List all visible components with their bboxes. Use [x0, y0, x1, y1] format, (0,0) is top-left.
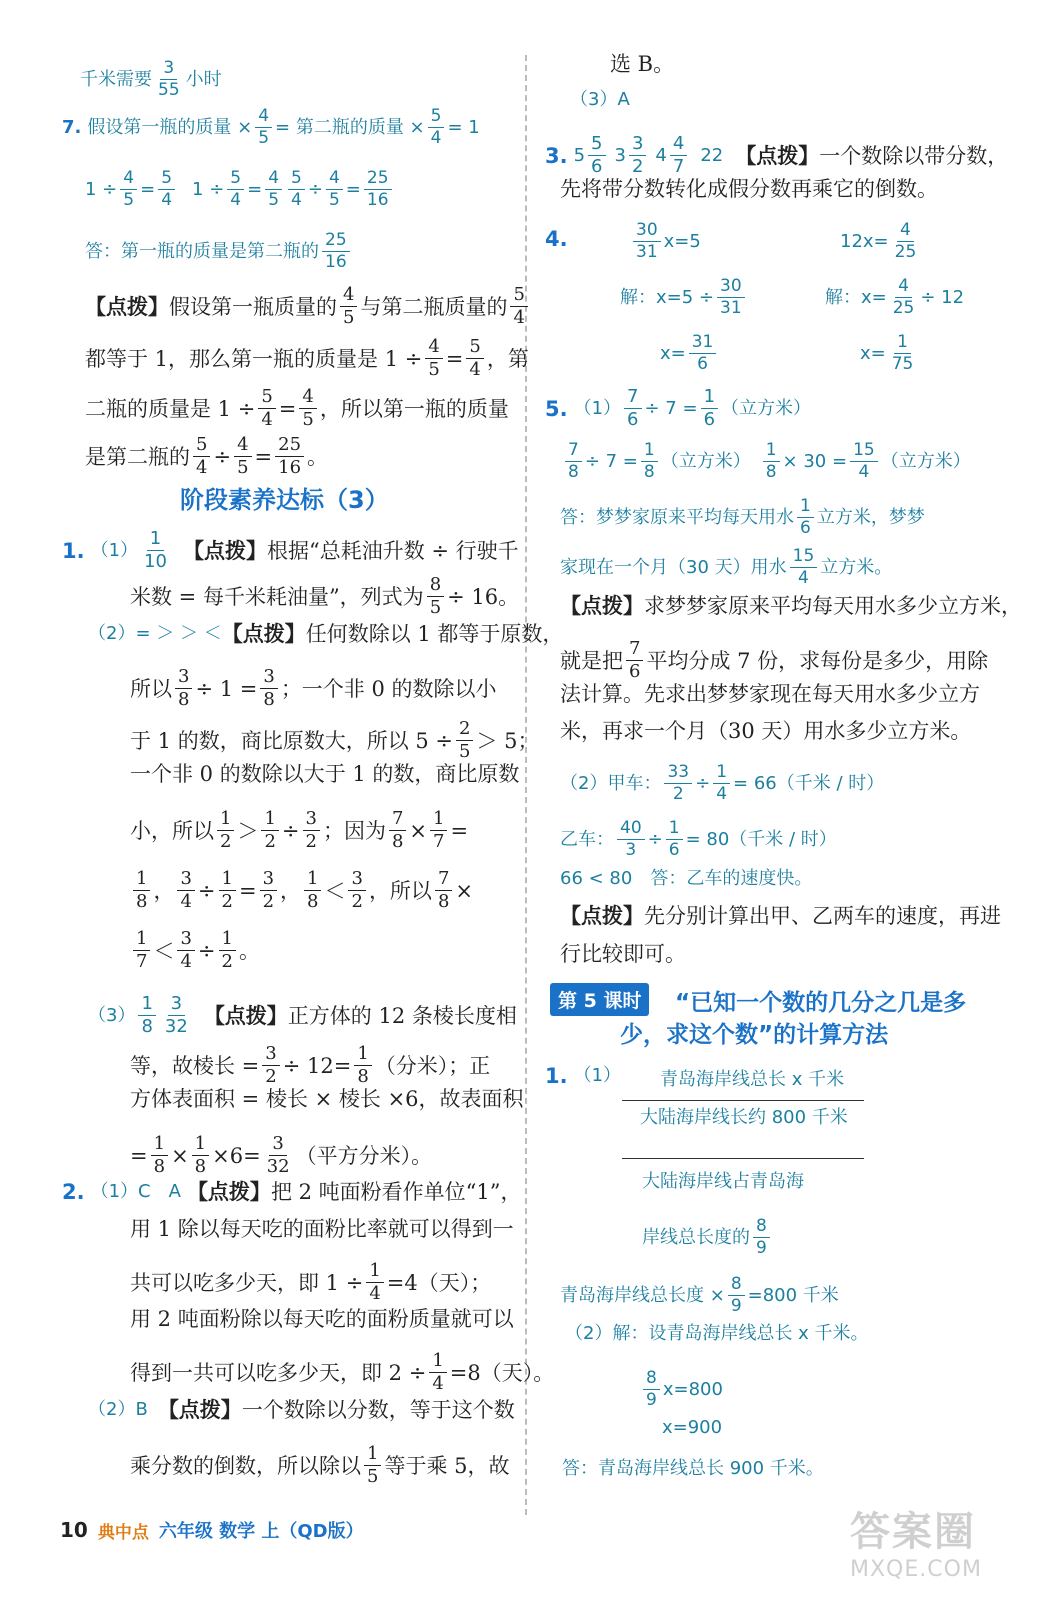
text: ， [280, 878, 302, 903]
text: = [254, 444, 273, 469]
text: 4 [655, 144, 667, 166]
fraction: $\frac{4}{5}$ [340, 286, 357, 327]
s1-line2 [130, 576, 519, 617]
fraction: $\frac{15}{4}$ [790, 548, 818, 587]
text: 任何数除以 1 都等于原数， [305, 622, 564, 646]
text: ÷ 7 = [584, 450, 638, 472]
tip-line4 [85, 436, 328, 477]
text: ÷ 12 [920, 286, 965, 308]
text: （1） [573, 1065, 622, 1086]
r-line0: 选 B。 [610, 52, 675, 76]
fraction: $\frac{5}{4}$ [227, 170, 244, 209]
q4-res1 [660, 334, 719, 373]
text: 先分别计算出甲、乙两车的速度，再进 [644, 904, 1001, 928]
fraction: $\frac{1}{4}$ [713, 764, 730, 803]
q5-answer2 [560, 548, 892, 587]
text: 小时 [185, 68, 222, 90]
text: ＜ [324, 878, 346, 903]
text: ÷ 1 = [195, 676, 258, 701]
lesson-title-line2: 少，求这个数”的计算方法 [620, 1022, 889, 1048]
s2-line4: 一个非 0 的数除以大于 1 的数，商比原数 [130, 762, 520, 786]
line-time [80, 60, 222, 99]
s2-line1 [88, 620, 563, 648]
text: ÷ [197, 878, 216, 903]
fraction: $\frac{40}{3}$ [617, 820, 645, 859]
text: × [409, 818, 428, 843]
page-number: 10 [60, 1518, 88, 1542]
text: x=800 [662, 1378, 723, 1400]
text: ×6= [212, 1143, 261, 1168]
q5-line1 [545, 388, 811, 429]
tip-line1 [85, 286, 531, 327]
q4-eq1 [630, 222, 701, 261]
fraction: $\frac{1}{2}$ [261, 810, 278, 851]
question-number: 3. [545, 143, 568, 168]
watermark-url: MXQE.COM [850, 1557, 982, 1582]
fraction: $\frac{1}{7}$ [133, 930, 150, 971]
fraction: $\frac{4}{25}$ [894, 220, 917, 262]
s1-line1 [62, 530, 519, 571]
fraction: $\frac{3}{8}$ [260, 668, 277, 709]
s3-line3: 方体表面积 = 棱长 × 棱长 ×6，故表面积 [130, 1087, 524, 1111]
fraction: $\frac{33}{2}$ [664, 764, 692, 803]
fraction: $\frac{1}{8}$ [641, 442, 658, 481]
text: 乘分数的倒数，所以除以 [130, 1453, 361, 1478]
s2-line2 [130, 668, 497, 709]
text: ＜ [153, 938, 175, 963]
text: 得到一共可以吃多少天，即 2 ÷ [130, 1360, 427, 1385]
text: ；因为 [322, 818, 386, 843]
q5-tip4: 米，再求一个月（30 天）用水多少立方米。 [560, 719, 972, 743]
text: ÷ [281, 818, 300, 843]
text: 是第二瓶的 [85, 444, 190, 469]
fraction: $\frac{1}{2}$ [219, 870, 236, 911]
diagram-label-part2 [642, 1218, 773, 1257]
fraction: $\frac{5}{4}$ [193, 436, 210, 477]
text: 1 ÷ [85, 178, 118, 200]
fraction: $\frac{7}{6}$ [624, 388, 641, 429]
fraction: $\frac{4}{7}$ [670, 135, 687, 176]
s2-line3 [130, 720, 539, 761]
text: 米数 = 每千米耗油量”，列式为 [130, 584, 424, 609]
q2b-line1 [88, 1396, 515, 1424]
q4-label [545, 225, 574, 253]
fraction: $\frac{1}{8}$ [763, 442, 780, 481]
fraction: $\frac{1}{8}$ [151, 1135, 168, 1176]
fraction: $\frac{1}{4}$ [366, 1262, 383, 1303]
q5-tip3: 法计算。先求出梦梦家现在每天用水多少立方 [560, 682, 980, 706]
fraction: $\frac{1}{4}$ [429, 1352, 446, 1393]
text: （分米）；正 [374, 1053, 491, 1078]
q2-line1 [62, 1178, 521, 1206]
text: = [238, 878, 257, 903]
text: ＞ [237, 818, 259, 843]
fraction: $\frac{3}{4}$ [177, 870, 194, 911]
fraction: $\frac{3}{32}$ [164, 993, 188, 1037]
text: = [278, 396, 297, 421]
text: 等于乘 5，故 [384, 1453, 510, 1478]
text: 答：第一瓶的质量是第二瓶的 [85, 240, 319, 262]
text: （2）B [88, 1399, 148, 1420]
text: （立方米） [721, 397, 812, 419]
text: ， [153, 878, 175, 903]
text: 22 [700, 144, 724, 166]
text: 答：梦梦家原来平均每天用水 [560, 506, 794, 528]
diagram-label-mainland: 大陆海岸线长约 800 千米 [640, 1107, 848, 1128]
fraction: $\frac{1}{2}$ [217, 810, 234, 851]
s3-line1 [88, 995, 517, 1036]
fraction: $\frac{8}{9}$ [728, 1276, 745, 1315]
fraction: $\frac{5}{4}$ [510, 286, 527, 327]
fraction: $\frac{3}{2}$ [629, 135, 646, 176]
fraction: $\frac{8}{9}$ [753, 1218, 770, 1257]
text: = [247, 178, 263, 200]
question-number: 7. [62, 116, 82, 138]
fraction: $\frac{1}{7}$ [430, 810, 447, 851]
tip-label: 【点拨】 [221, 622, 306, 646]
q7-line2: 1 ÷ $\frac{4}{5}$ = $\frac{5}{4}$ 1 ÷ $\frac{5}{4}$ = $\frac{4}{5}$ $\frac{5}{4}$ ÷ $\frac{4}{5}$ = $\frac{25}{16}$ [85, 170, 395, 209]
lesson-q2: （2）解：设青岛海岸线总长 x 千米。 [565, 1323, 869, 1344]
watermark [850, 1500, 1020, 1590]
text: 家现在一个月（30 天）用水 [560, 556, 787, 578]
q5-tip1 [560, 592, 1022, 620]
tip-label: 【点拨】 [735, 143, 820, 168]
text: ÷ 7 = [644, 397, 698, 419]
fraction: $\frac{1}{8}$ [304, 870, 321, 911]
q4-eq2 [840, 222, 922, 261]
q5-line2 [562, 442, 971, 481]
q5-tip2 [560, 640, 988, 681]
text: （立方米） [660, 450, 751, 472]
q5b-line [560, 764, 884, 803]
text: ÷ [695, 772, 711, 794]
fraction: $\frac{15}{4}$ [850, 442, 878, 481]
fraction: $\frac{25}{16}$ [322, 232, 350, 271]
q5c-line [560, 820, 837, 859]
fraction: $\frac{5}{4}$ [466, 338, 483, 379]
q3-line2: 先将带分数转化成假分数再乘它的倒数。 [560, 177, 938, 201]
q7-line1 [62, 108, 480, 147]
diagram-line-1 [622, 1100, 864, 1101]
s2-line5 [130, 810, 468, 851]
text: 乙车： [560, 828, 614, 850]
lesson-badge: 第 5 课时 [550, 983, 649, 1016]
tip-line3 [85, 388, 509, 429]
text: 假设第一瓶的质量 × [87, 116, 253, 138]
fraction: $\frac{30}{31}$ [717, 278, 745, 317]
fraction: $\frac{4}{5}$ [255, 108, 272, 147]
text: 正方体的 12 条棱长度相 [287, 1003, 517, 1028]
fraction: $\frac{4}{5}$ [265, 170, 282, 209]
fraction: $\frac{5}{4}$ [258, 388, 275, 429]
question-number: 4. [545, 227, 568, 251]
q3-line1 [545, 135, 1008, 176]
fraction: $\frac{4}{5}$ [120, 170, 137, 209]
text: = 1 [447, 116, 480, 138]
q2b-line2 [130, 1445, 510, 1486]
text: 。 [238, 938, 260, 963]
text: 一个数除以带分数， [819, 143, 1009, 168]
fraction: $\frac{5}{4}$ [288, 170, 305, 209]
q4-res2 [860, 334, 919, 373]
fraction: $\frac{3}{4}$ [177, 930, 194, 971]
text: 。 [307, 444, 329, 469]
q5-tip6: 行比较即可。 [560, 942, 686, 966]
r-line1: （3）A [570, 89, 630, 110]
fraction: $\frac{1}{6}$ [666, 820, 683, 859]
fraction: $\frac{7}{8}$ [565, 442, 582, 481]
text: 等，故棱长 = [130, 1053, 260, 1078]
text: ÷ 12= [282, 1053, 352, 1078]
fraction: $\frac{1}{10}$ [144, 528, 167, 572]
question-number: 1. [545, 1064, 568, 1088]
text: ÷ [213, 444, 232, 469]
q4-sol1 [620, 278, 748, 317]
text: = [445, 346, 464, 371]
fraction: $\frac{3}{55}$ [158, 58, 180, 100]
text: （平方分米）。 [295, 1143, 433, 1168]
text: 假设第一瓶质量的 [169, 294, 337, 319]
tip-line2 [85, 338, 529, 379]
tip-label: 【点拨】 [560, 904, 644, 928]
s3-line2 [130, 1045, 490, 1086]
text: （2）甲车： [560, 772, 662, 794]
text: = [130, 1143, 148, 1168]
text: 都等于 1，那么第一瓶的质量是 1 ÷ [85, 346, 423, 371]
fraction: $\frac{3}{2}$ [348, 870, 365, 911]
fraction: $\frac{5}{6}$ [588, 135, 605, 176]
fraction: $\frac{4}{5}$ [326, 170, 343, 209]
book-title: 六年级 数学 上（QD版） [158, 1521, 364, 1542]
lesson-q1-label [545, 1062, 621, 1090]
text: 与第二瓶质量的 [360, 294, 508, 319]
lesson-answer: 答：青岛海岸线总长 900 千米。 [562, 1458, 824, 1479]
text: 根据“总耗油升数 ÷ 行驶千 [266, 538, 519, 563]
fraction: $\frac{4}{25}$ [892, 276, 915, 318]
text: 于 1 的数，商比原数大，所以 5 ÷ [130, 728, 454, 753]
fraction: $\frac{25}{16}$ [275, 436, 304, 477]
fraction: $\frac{3}{2}$ [260, 870, 277, 911]
text: 一个数除以分数，等于这个数 [241, 1398, 515, 1422]
q2-line2: 用 1 除以每天吃的面粉比率就可以得到一 [130, 1217, 514, 1241]
s2-line7 [130, 930, 260, 971]
fraction: $\frac{1}{6}$ [797, 498, 814, 537]
tip-label: 【点拨】 [85, 294, 169, 319]
text: ÷ [647, 828, 663, 850]
text: 立方米。 [820, 556, 893, 578]
fraction: $\frac{4}{5}$ [234, 436, 251, 477]
q5-answer1 [560, 498, 925, 537]
text: 所以 [130, 676, 172, 701]
text: 千米需要 [80, 68, 152, 90]
watermark-text: 答案圈 [850, 1509, 976, 1555]
text: （1） [90, 539, 139, 561]
text: =4（天）； [386, 1270, 492, 1295]
text: =8（天）。 [449, 1360, 555, 1385]
lesson-eq3: x=900 [662, 1417, 723, 1438]
fraction: $\frac{31}{6}$ [689, 334, 717, 373]
q4-sol2 [825, 278, 964, 317]
q2-line5 [130, 1352, 554, 1393]
logo: 典中点 [97, 1522, 149, 1543]
page-footer [60, 1517, 364, 1543]
fraction: $\frac{8}{5}$ [427, 576, 444, 617]
text: × [455, 878, 473, 903]
tip-label: 【点拨】 [203, 1003, 288, 1028]
s2-line6 [130, 870, 473, 911]
text: 解：x=5 ÷ [620, 286, 714, 308]
text: （3） [88, 1004, 136, 1026]
fraction: $\frac{1}{5}$ [364, 1445, 381, 1486]
q5-tip5 [560, 902, 1001, 930]
fraction: $\frac{3}{2}$ [303, 810, 320, 851]
text: 解：x= [825, 286, 887, 308]
column-divider [525, 55, 527, 1515]
fraction: $\frac{1}{2}$ [219, 930, 236, 971]
text: = 66（千米 / 时） [733, 772, 885, 794]
fraction: $\frac{3}{2}$ [262, 1045, 279, 1086]
text: 立方米，梦梦 [816, 506, 925, 528]
diagram-line-2 [622, 1158, 864, 1159]
text: ＞ 5； [476, 728, 539, 753]
text: ；一个非 0 的数除以小 [280, 676, 497, 701]
text: 平均分成 7 份，求每份是多少，用除 [646, 648, 989, 673]
fraction: $\frac{5}{4}$ [158, 170, 175, 209]
fraction: $\frac{4}{5}$ [299, 388, 316, 429]
diagram-label-part1: 大陆海岸线占青岛海 [642, 1171, 804, 1192]
text: 岸线总长度的 [642, 1226, 750, 1248]
text: ，所以 [368, 878, 432, 903]
text: 12x= [840, 230, 889, 252]
text: = 80（千米 / 时） [685, 828, 837, 850]
text: （立方米） [880, 450, 971, 472]
q2-line4: 用 2 吨面粉除以每天吃的面粉质量就可以 [130, 1307, 514, 1331]
lesson-eq [560, 1276, 839, 1315]
text: 就是把 [560, 648, 623, 673]
fraction: $\frac{3}{8}$ [175, 668, 192, 709]
text: × [171, 1143, 189, 1168]
fraction: $\frac{8}{9}$ [643, 1370, 660, 1409]
fraction: $\frac{7}{8}$ [389, 810, 406, 851]
s3-line4 [130, 1135, 432, 1176]
text: （1） [573, 397, 622, 419]
text: = [450, 818, 469, 843]
text: =800 千米 [747, 1284, 839, 1306]
text: ÷ 16。 [447, 584, 520, 609]
fraction: $\frac{5}{4}$ [428, 108, 445, 147]
q7-answer [85, 232, 353, 271]
text: 二瓶的质量是 1 ÷ [85, 396, 256, 421]
tip-label: 【点拨】 [560, 594, 644, 618]
text: = 第二瓶的质量 × [275, 116, 425, 138]
text: 把 2 吨面粉看作单位“1”， [270, 1180, 522, 1204]
question-number: 5. [545, 396, 568, 421]
text: 共可以吃多少天，即 1 ÷ [130, 1270, 364, 1295]
fraction: $\frac{3}{32}$ [266, 1133, 290, 1177]
text: x= [660, 342, 686, 364]
lesson-title-line1: “已知一个数的几分之几是多 [675, 990, 967, 1016]
fraction: $\frac{30}{31}$ [633, 222, 661, 261]
fraction: $\frac{1}{75}$ [891, 332, 914, 374]
fraction: $\frac{1}{8}$ [354, 1045, 371, 1086]
text: 求梦梦家原来平均每天用水多少立方米， [644, 594, 1022, 618]
text: = [140, 178, 156, 200]
tip-label: 【点拨】 [186, 1180, 271, 1204]
text: ，第 [486, 346, 529, 371]
question-number: 1. [62, 538, 85, 563]
text: 1 ÷ [192, 178, 225, 200]
text: 3 [614, 144, 626, 166]
text: x= [860, 342, 886, 364]
fraction: $\frac{25}{16}$ [364, 170, 392, 209]
text: （2）= ＞ ＞ ＜ [88, 623, 222, 644]
fraction: $\frac{2}{5}$ [456, 720, 473, 761]
lesson-eq2 [640, 1370, 723, 1409]
fraction: $\frac{7}{6}$ [626, 640, 643, 681]
question-number: 2. [62, 1180, 85, 1204]
q2-line3 [130, 1262, 491, 1303]
text: 青岛海岸线总长度 × [560, 1284, 725, 1306]
fraction: $\frac{1}{8}$ [138, 995, 155, 1036]
fraction: $\frac{1}{8}$ [133, 870, 150, 911]
fraction: $\frac{4}{5}$ [425, 338, 442, 379]
text: 小，所以 [130, 818, 214, 843]
tip-label: 【点拨】 [182, 538, 267, 563]
q5d-line: 66 < 80 答：乙车的速度快。 [560, 868, 813, 889]
text: ÷ [197, 938, 216, 963]
diagram-label-total: 青岛海岸线总长 x 千米 [660, 1069, 845, 1090]
fraction: $\frac{1}{8}$ [192, 1135, 209, 1176]
text: x=5 [663, 230, 701, 252]
text: ，所以第一瓶的质量 [319, 396, 509, 421]
section-title: 阶段素养达标（3） [180, 486, 389, 514]
text: × 30 = [782, 450, 848, 472]
text: （1）C A [90, 1181, 181, 1202]
tip-label: 【点拨】 [157, 1398, 242, 1422]
fraction: $\frac{1}{6}$ [701, 388, 718, 429]
fraction: $\frac{7}{8}$ [435, 870, 452, 911]
text: 5 [573, 144, 586, 166]
